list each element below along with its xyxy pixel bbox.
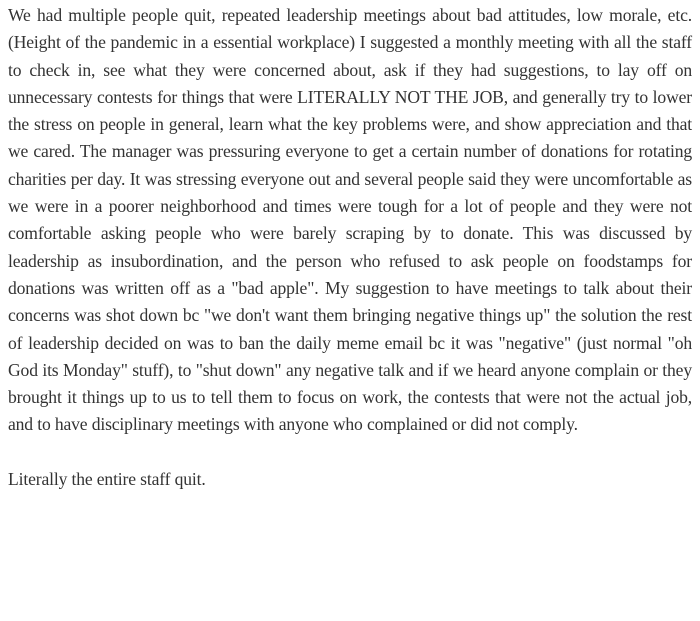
paragraph-conclusion: Literally the entire staff quit. [8, 468, 206, 489]
paragraph-story: We had multiple people quit, repeated leadership meetings about bad attitudes, low morale, etc. (Height of the pandemic in a essential workplace) I suggested a monthly meeting with all the staff to check in, see what they were concerned about, ask if they had suggestions, to lay off on unnecessary contests for things that were LITERALLY NOT THE JOB, and generally try to lower the stress on people in general, learn what the key problems were, and show appreciation and that we cared. The manager was pressuring everyone to get a certain number of donations for rotating charities per day. It was stressing everyone out and several people said they were uncomfortable as we were in a poorer neighborhood and times were tough for a lot of people and they were not comfortable asking people who were barely scraping by to donate. This was discussed by leadership as insubordination, and the person who refused to ask people on foodstamps for donations was written off as a "bad apple". My suggestion to have meetings to talk about their concerns was shot down bc "we don't want them bringing negative things up" the solution the rest of leadership decided on was to ban the daily meme email bc it was "negative" (just normal "oh God its Monday" stuff), to "shut down" any negative talk and if we heard anyone complain or they brought it things up to us to tell them to focus on work, the contests that were not the actual job, and to have disciplinary meetings with anyone who complained or did not comply. [8, 5, 692, 435]
